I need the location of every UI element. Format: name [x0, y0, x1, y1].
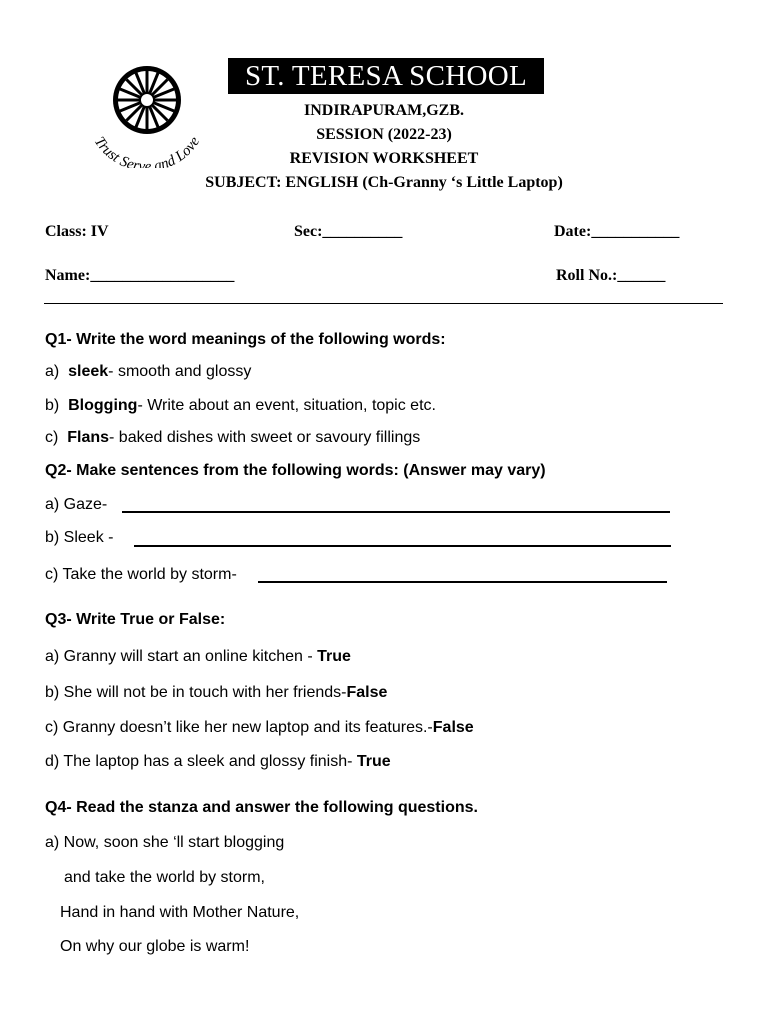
q2-item-sleek: b) Sleek - — [45, 529, 114, 546]
answer: True — [317, 648, 351, 665]
vocab-word: Blogging — [68, 397, 138, 414]
q3-heading: Q3- Write True or False: — [45, 611, 226, 628]
answer: True — [356, 753, 391, 770]
school-name: ST. TERESA SCHOOL — [228, 58, 544, 94]
answer-line — [122, 511, 670, 513]
q3-item — [45, 753, 391, 771]
answer: False — [346, 684, 388, 701]
q2-item-storm: c) Take the world by storm- — [45, 566, 237, 583]
answer: False — [432, 719, 474, 736]
stanza-line: On why our globe is warm! — [60, 938, 250, 955]
q3-item — [45, 684, 387, 702]
section-field: Sec:__________ — [294, 223, 403, 240]
stanza-line: and take the world by storm, — [64, 869, 265, 886]
q1-heading: Q1- Write the word meanings of the following words: — [45, 331, 446, 348]
q1-item — [45, 397, 436, 415]
word-meaning: - baked dishes with sweet or savoury fillings — [109, 429, 421, 446]
item-marker: b) — [45, 397, 60, 414]
q1-item — [45, 363, 251, 381]
q3-item — [45, 719, 474, 737]
q3-item — [45, 648, 351, 666]
name-field: Name:__________________ — [45, 267, 235, 284]
vocab-word: sleek — [68, 363, 109, 380]
header-divider — [44, 303, 723, 304]
date-field: Date:___________ — [554, 223, 680, 240]
class-label: Class: IV — [45, 223, 109, 240]
worksheet-title: REVISION WORKSHEET — [289, 150, 479, 167]
logo-motto: Trust Serve and Love — [90, 134, 204, 168]
statement: c) Granny doesn’t like her new laptop and its features.- — [45, 719, 433, 736]
location-line: INDIRAPURAM,GZB. — [304, 102, 464, 119]
stanza-line: Hand in hand with Mother Nature, — [60, 904, 300, 921]
item-marker: a) — [45, 363, 60, 380]
answer-line — [134, 545, 671, 547]
subject-line: SUBJECT: ENGLISH (Ch-Granny ‘s Little Laptop) — [205, 174, 563, 191]
stanza-line: a) Now, soon she ‘ll start blogging — [45, 834, 285, 851]
q2-item-gaze: a) Gaze- — [45, 496, 108, 513]
item-marker: c) — [45, 429, 59, 446]
statement: a) Granny will start an online kitchen - — [45, 648, 318, 665]
q2-heading: Q2- Make sentences from the following words: (Answer may vary) — [45, 462, 546, 479]
q4-heading: Q4- Read the stanza and answer the following questions. — [45, 799, 478, 816]
answer-line — [258, 581, 667, 583]
vocab-word: Flans — [67, 429, 110, 446]
statement: b) She will not be in touch with her friends- — [45, 684, 347, 701]
roll-number-field: Roll No.:______ — [556, 267, 666, 284]
word-meaning: - smooth and glossy — [108, 363, 252, 380]
q1-item — [45, 429, 420, 447]
statement: d) The laptop has a sleek and glossy finish- — [45, 753, 357, 770]
session-line: SESSION (2022-23) — [316, 126, 452, 143]
word-meaning: - Write about an event, situation, topic etc. — [137, 397, 436, 414]
